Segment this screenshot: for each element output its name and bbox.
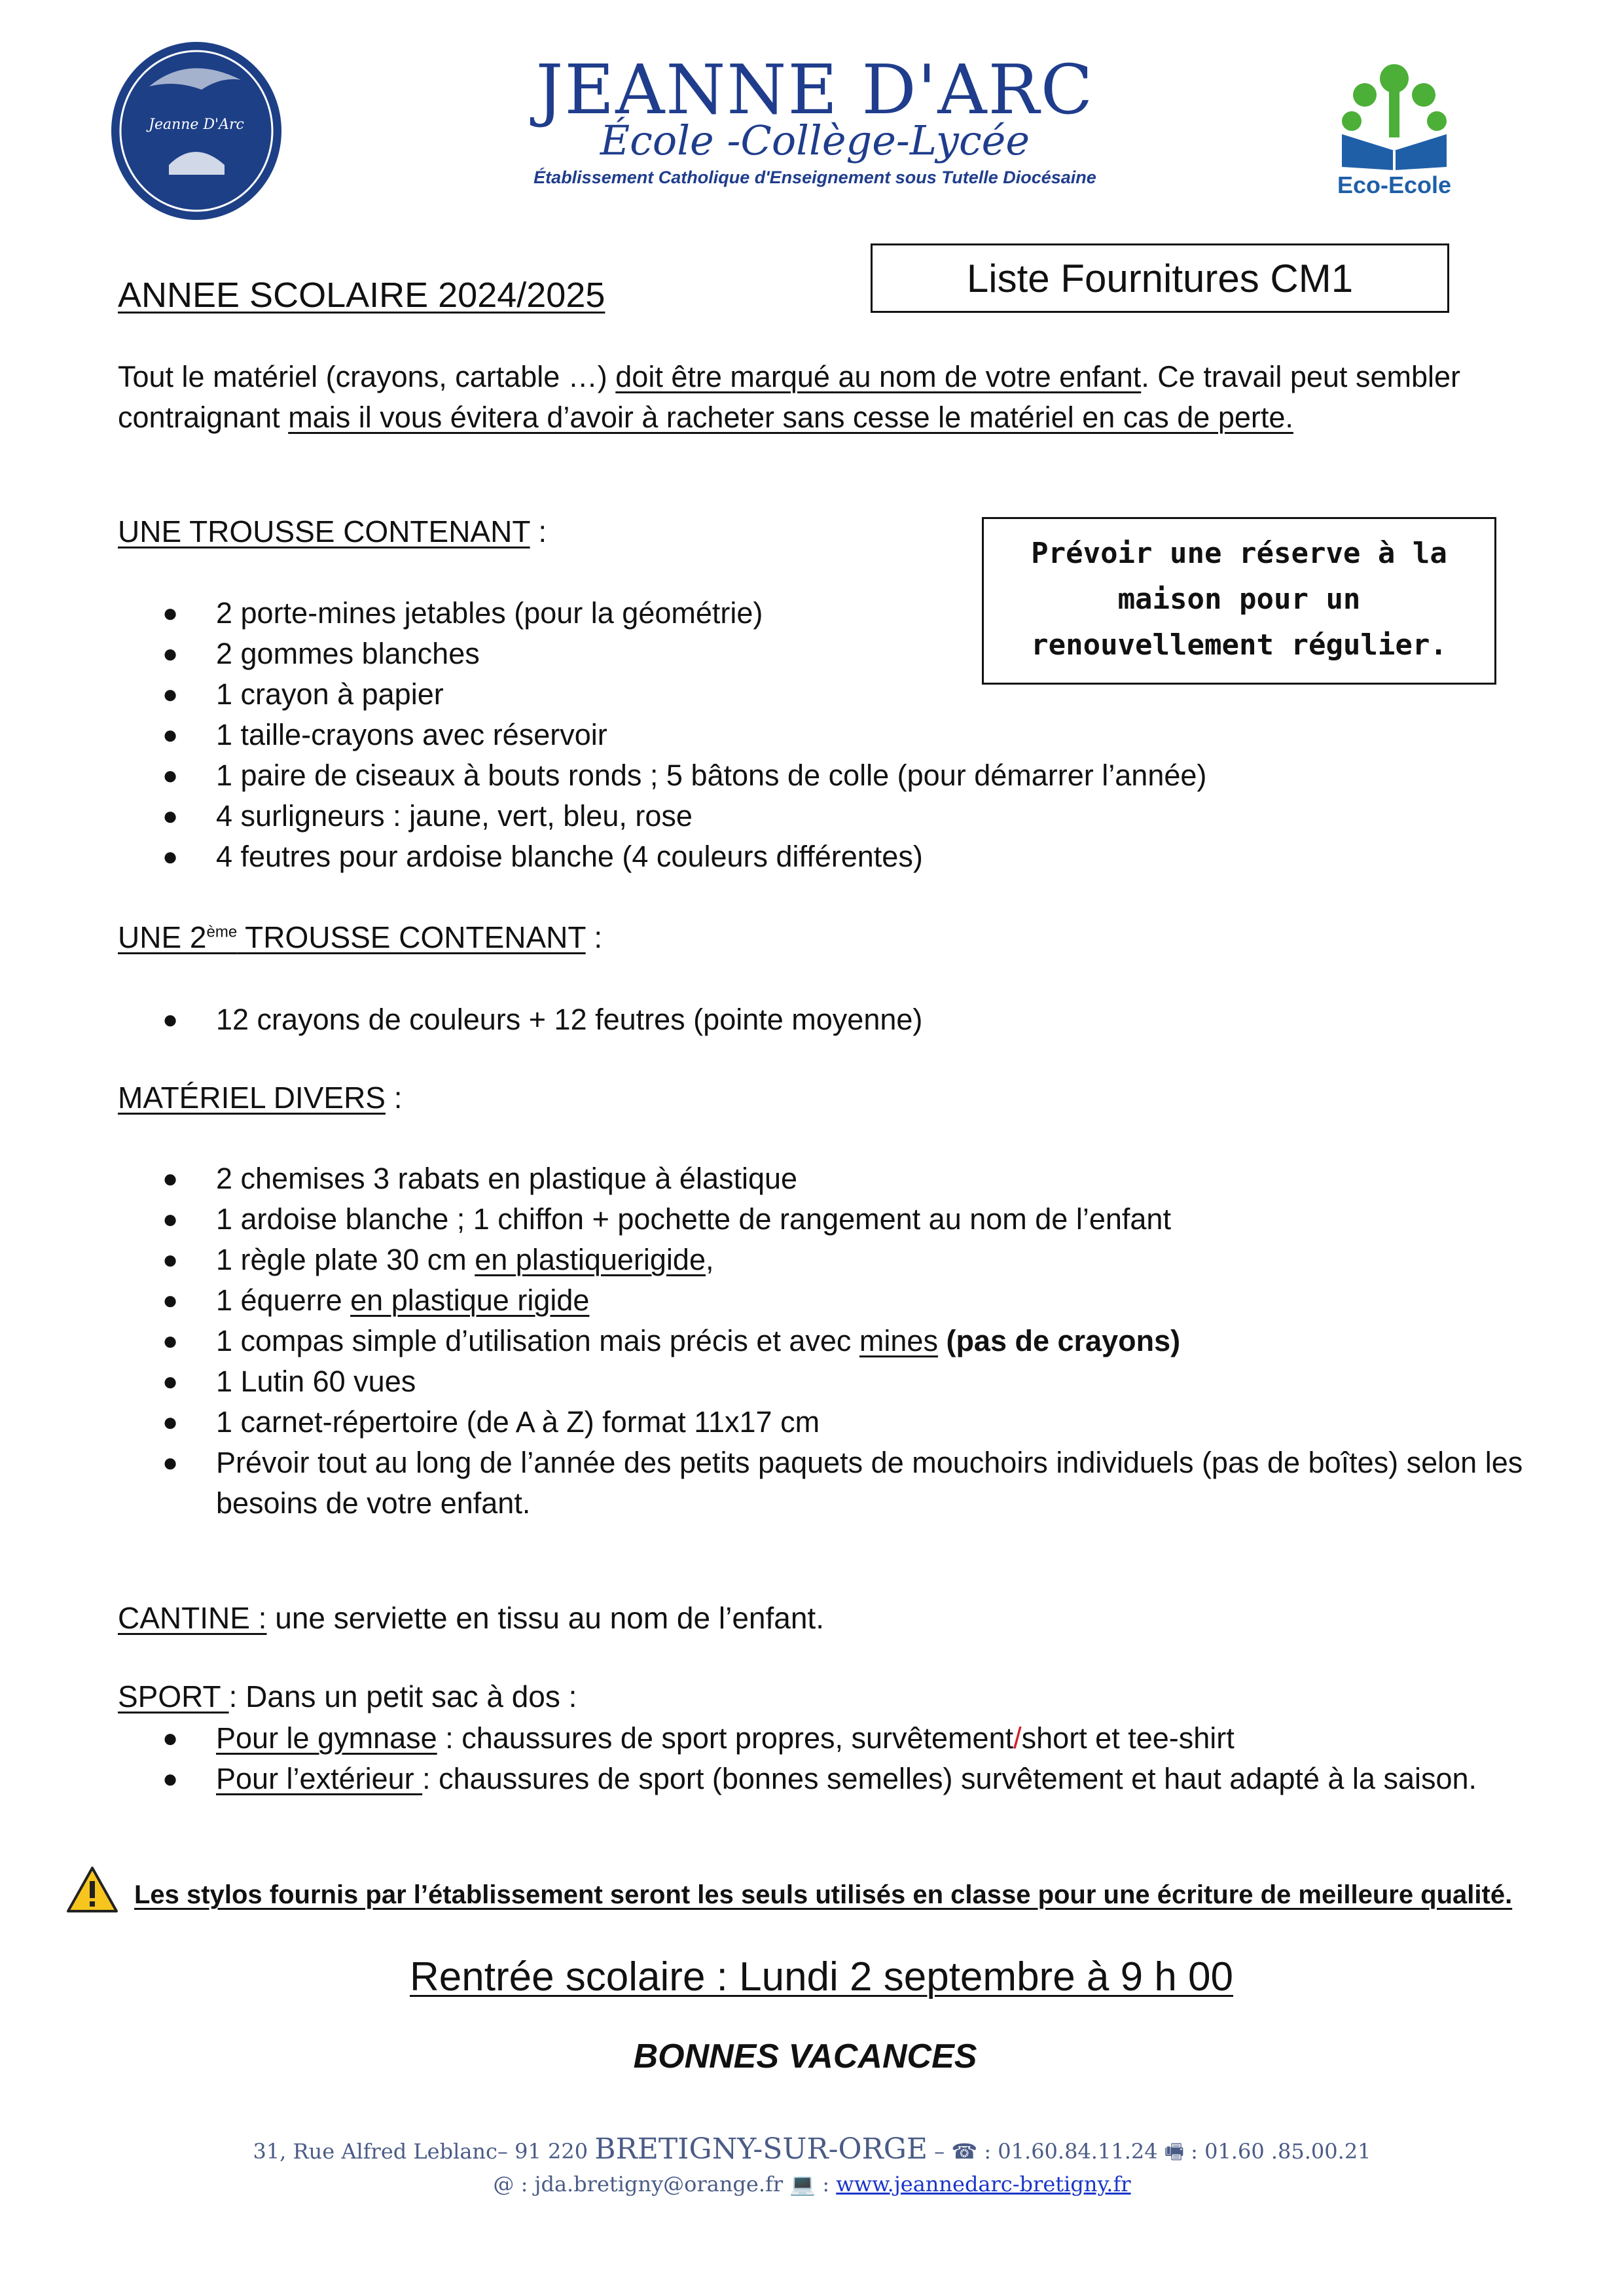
list-item-text: , [705,1243,714,1276]
reserve-line-3: renouvellement régulier. [1031,628,1447,662]
sport-text: : Dans un petit sac à dos : [228,1679,577,1713]
footer-address [0,2132,1624,2172]
trousse-1-list [118,593,1206,877]
footer-email: @ : jda.bretigny@orange.fr 💻 : [493,2172,837,2197]
cantine-title: CANTINE : [118,1601,267,1635]
intro-text-4: mais il vous évitera d’avoir à racheter sans cesse le matériel en cas de perte. [288,401,1293,434]
list-item [162,1443,1610,1524]
eco-school-label: Eco-Ecole [1337,171,1452,198]
section-title-divers [118,1080,403,1115]
sport-list [118,1718,1610,1799]
list-title: Liste Fournitures CM1 [966,256,1354,300]
section-title-suffix: : [385,1081,403,1115]
list-item-text: : chaussures de sport propres, survêtement [437,1721,1014,1755]
list-item-text: : chaussures de sport (bonnes semelles) survêtement et haut adapté à la saison. [422,1762,1477,1795]
section-title-text: MATÉRIEL DIVERS [118,1081,386,1115]
slash-mark: / [1013,1721,1022,1755]
list-item [162,634,1206,674]
list-item [162,1240,1610,1280]
list-item-text: 1 ardoise blanche ; 1 chiffon + pochette de rangement au nom de l’enfant [216,1202,1171,1236]
footer-street: 31, Rue Alfred Leblanc– 91 220 [253,2139,595,2164]
bullet-icon: ● [162,1286,179,1315]
list-item-text: 4 surligneurs : jaune, vert, bleu, rose [216,799,693,833]
list-item [162,715,1206,755]
list-item-emphasis: Pour l’extérieur [216,1762,423,1795]
list-item [162,1361,1610,1402]
section-title-text [118,920,586,954]
list-item-text: 1 taille-crayons avec réservoir [216,718,607,751]
list-item-emphasis: Pour le gymnase [216,1721,437,1755]
section-title-sup: ème [206,923,238,941]
list-item [162,1321,1610,1361]
bullet-icon: ● [162,599,179,628]
bullet-icon: ● [162,1408,179,1437]
bullet-icon: ● [162,639,179,668]
rentree-date [0,1954,1624,2000]
footer-phone: – ☎ : 01.60.84.11.24 [927,2139,1164,2164]
bullet-icon: ● [162,1327,179,1355]
bullet-icon: ● [162,1246,179,1274]
intro-text-1: Tout le matériel (crayons, cartable …) [118,360,616,393]
list-item-text: 1 règle plate 30 cm [216,1243,475,1276]
list-item [162,796,1206,836]
section-title-trousse-2 [118,920,602,955]
section-title-trousse-1 [118,514,547,549]
reserve-line-2: maison pour un [1117,583,1361,616]
section-title-part-b: TROUSSE CONTENANT [237,920,586,954]
bullet-icon: ● [162,1164,179,1193]
list-item-bold: (pas de crayons) [937,1324,1181,1357]
school-seal-logo [110,41,283,221]
list-item [162,999,923,1040]
reserve-line-1: Prévoir une réserve à la [1031,537,1447,570]
warning-text: Les stylos fournis par l’établissement seront les seuls utilisés en classe pour une écriture de meilleure qualité. [134,1880,1513,1909]
list-item-text: short et tee-shirt [1021,1721,1235,1755]
bullet-icon: ● [162,680,179,709]
warning-icon [65,1865,119,1914]
divers-list [118,1158,1610,1524]
list-item-emphasis: en plastique rigide [350,1283,590,1317]
footer-contact [0,2172,1624,2197]
footer-fax: 🖷 : 01.60 .85.00.21 [1164,2139,1371,2164]
bullet-icon: ● [162,1205,179,1234]
list-item-text: 1 Lutin 60 vues [216,1365,416,1398]
list-item [162,593,1206,634]
section-title-part-a: UNE 2 [118,920,207,954]
trousse-2-list [118,999,922,1040]
list-item [162,1718,1610,1759]
bullet-icon: ● [162,1367,179,1396]
list-item [162,1158,1610,1199]
list-item [162,1402,1610,1443]
section-title-text: UNE TROUSSE CONTENANT [118,514,530,548]
list-item-text: 1 carnet-répertoire (de A à Z) format 11x17 cm [216,1405,820,1439]
cantine-text: une serviette en tissu au nom de l’enfant. [266,1601,824,1635]
sport-title: SPORT [118,1679,229,1713]
website-link[interactable]: www.jeannedarc-bretigny.fr [836,2172,1131,2197]
bullet-icon: ● [162,761,179,790]
section-title-suffix: : [585,920,603,954]
list-item-text: 1 crayon à papier [216,677,444,711]
list-item-text: Prévoir tout au long de l’année des petits paquets de mouchoirs individuels (pas de boîtes) selon les besoins de votre enfant. [216,1446,1523,1520]
list-item-text: 4 feutres pour ardoise blanche (4 couleurs différentes) [216,840,923,873]
list-item-emphasis: en plastiquerigide [475,1243,706,1276]
intro-text-3: . Ce travail peut sembler contraignant [118,360,1460,434]
bullet-icon: ● [162,721,179,749]
list-item-text: 2 gommes blanches [216,637,480,670]
school-name: JEANNE D'ARC [535,50,1094,130]
bonnes-vacances: BONNES VACANCES [633,2037,977,2075]
rentree-text: Rentrée scolaire : Lundi 2 septembre à 9 h 00 [410,1954,1233,2000]
list-item [162,836,1206,877]
list-item-text: 2 chemises 3 rabats en plastique à élastique [216,1162,798,1195]
school-subtitle: École -Collège-Lycée [600,117,1030,164]
school-tagline: Établissement Catholique d'Enseignement sous Tutelle Diocésaine [533,168,1096,187]
list-title-box [871,243,1449,313]
section-title-suffix: : [530,514,547,548]
intro-paragraph [118,357,1479,438]
list-item-text: 1 équerre [216,1283,351,1317]
list-item [162,674,1206,715]
intro-text-2: doit être marqué au nom de votre enfant [615,360,1142,393]
list-item [162,1280,1610,1321]
school-year: ANNEE SCOLAIRE 2024/2025 [118,276,605,315]
list-item-text: 2 porte-mines jetables (pour la géométrie) [216,596,763,630]
bullet-icon: ● [162,1724,179,1753]
sport-line [118,1679,577,1714]
footer-city: BRETIGNY-SUR-ORGE [594,2132,928,2166]
list-item-text: 1 paire de ciseaux à bouts ronds ; 5 bâtons de colle (pour démarrer l’année) [216,759,1207,792]
seal-text: Jeanne D'Arc [149,117,244,133]
list-item [162,1759,1610,1799]
cantine-line [118,1600,824,1636]
bullet-icon: ● [162,842,179,871]
list-item-text: 1 compas simple d’utilisation mais précis et avec [216,1324,859,1357]
bullet-icon: ● [162,1005,179,1034]
bullet-icon: ● [162,802,179,831]
list-item-emphasis: mines [859,1324,938,1357]
bullet-icon: ● [162,1448,179,1477]
list-item-text: 12 crayons de couleurs + 12 feutres (pointe moyenne) [216,1003,923,1036]
list-item [162,755,1207,796]
list-item [162,1199,1610,1240]
bullet-icon: ● [162,1765,179,1793]
